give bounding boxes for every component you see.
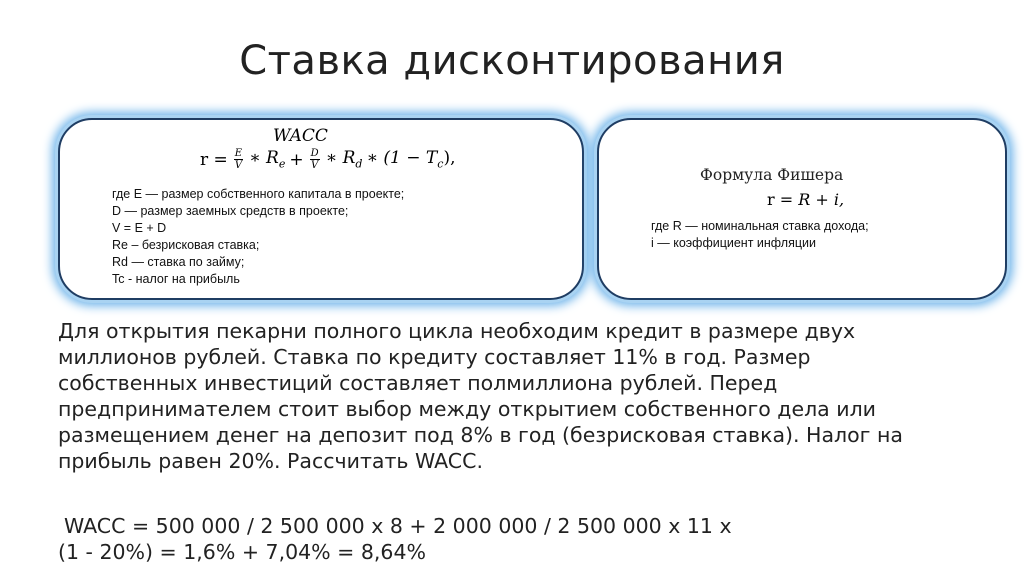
task-line: предпринимателем стоит выбор между открытием собственного дела или — [58, 397, 877, 421]
fraction-d-over-v — [310, 148, 320, 171]
wacc-formula — [200, 148, 456, 171]
slide-title: Ставка дисконтирования — [239, 38, 785, 84]
formula-term: ∗ $R_e$ — [249, 148, 286, 171]
formula-r: r = — [200, 149, 228, 170]
legend-line: Tc - налог на прибыль — [112, 272, 240, 286]
fraction-denominator: V — [311, 160, 319, 171]
legend-line: Rd — ставка по займу; — [112, 255, 245, 269]
fraction-denominator: V — [234, 160, 243, 171]
fraction-e-over-v — [234, 148, 243, 171]
task-line: размещением денег на депозит под 8% в год (безрисковая ставка). Налог на — [58, 423, 903, 447]
legend-line: Re – безрисковая ставка; — [112, 238, 260, 252]
legend-line: где E — размер собственного капитала в проекте; — [112, 187, 405, 201]
fisher-legend — [651, 218, 869, 252]
fraction-numerator: D — [310, 148, 319, 159]
wacc-legend — [112, 186, 404, 288]
task-line: прибыль равен 20%. Рассчитать WACC. — [58, 449, 483, 473]
solution-text — [58, 513, 732, 565]
formula-term: ∗ $R_d$ — [325, 148, 363, 171]
task-text — [58, 318, 958, 474]
formula-plus: + — [289, 149, 304, 170]
fraction-numerator: E — [234, 148, 243, 159]
legend-line: V = E + D — [112, 221, 167, 235]
formula-term: ∗ $(1 - T_c)$, — [366, 148, 456, 171]
wacc-formula-box — [58, 118, 584, 300]
legend-line: D — размер заемных средств в проекте; — [112, 204, 349, 218]
legend-line: где R — номинальная ставка дохода; — [651, 219, 869, 233]
wacc-label: WACC — [273, 126, 328, 146]
task-line: Для открытия пекарни полного цикла необходим кредит в размере двух — [58, 319, 856, 343]
solution-line: WACC = 500 000 / 2 500 000 х 8 + 2 000 000 / 2 500 000 х 11 х — [64, 514, 732, 538]
task-line: миллионов рублей. Ставка по кредиту составляет 11% в год. Размер — [58, 345, 811, 369]
fisher-formula-box — [597, 118, 1007, 300]
fisher-formula: r = R + i, — [767, 190, 845, 209]
fisher-title: Формула Фишера — [700, 166, 844, 184]
solution-line: (1 - 20%) = 1,6% + 7,04% = 8,64% — [58, 540, 426, 564]
legend-line: i — коэффициент инфляции — [651, 236, 816, 250]
task-line: собственных инвестиций составляет полмиллиона рублей. Перед — [58, 371, 778, 395]
